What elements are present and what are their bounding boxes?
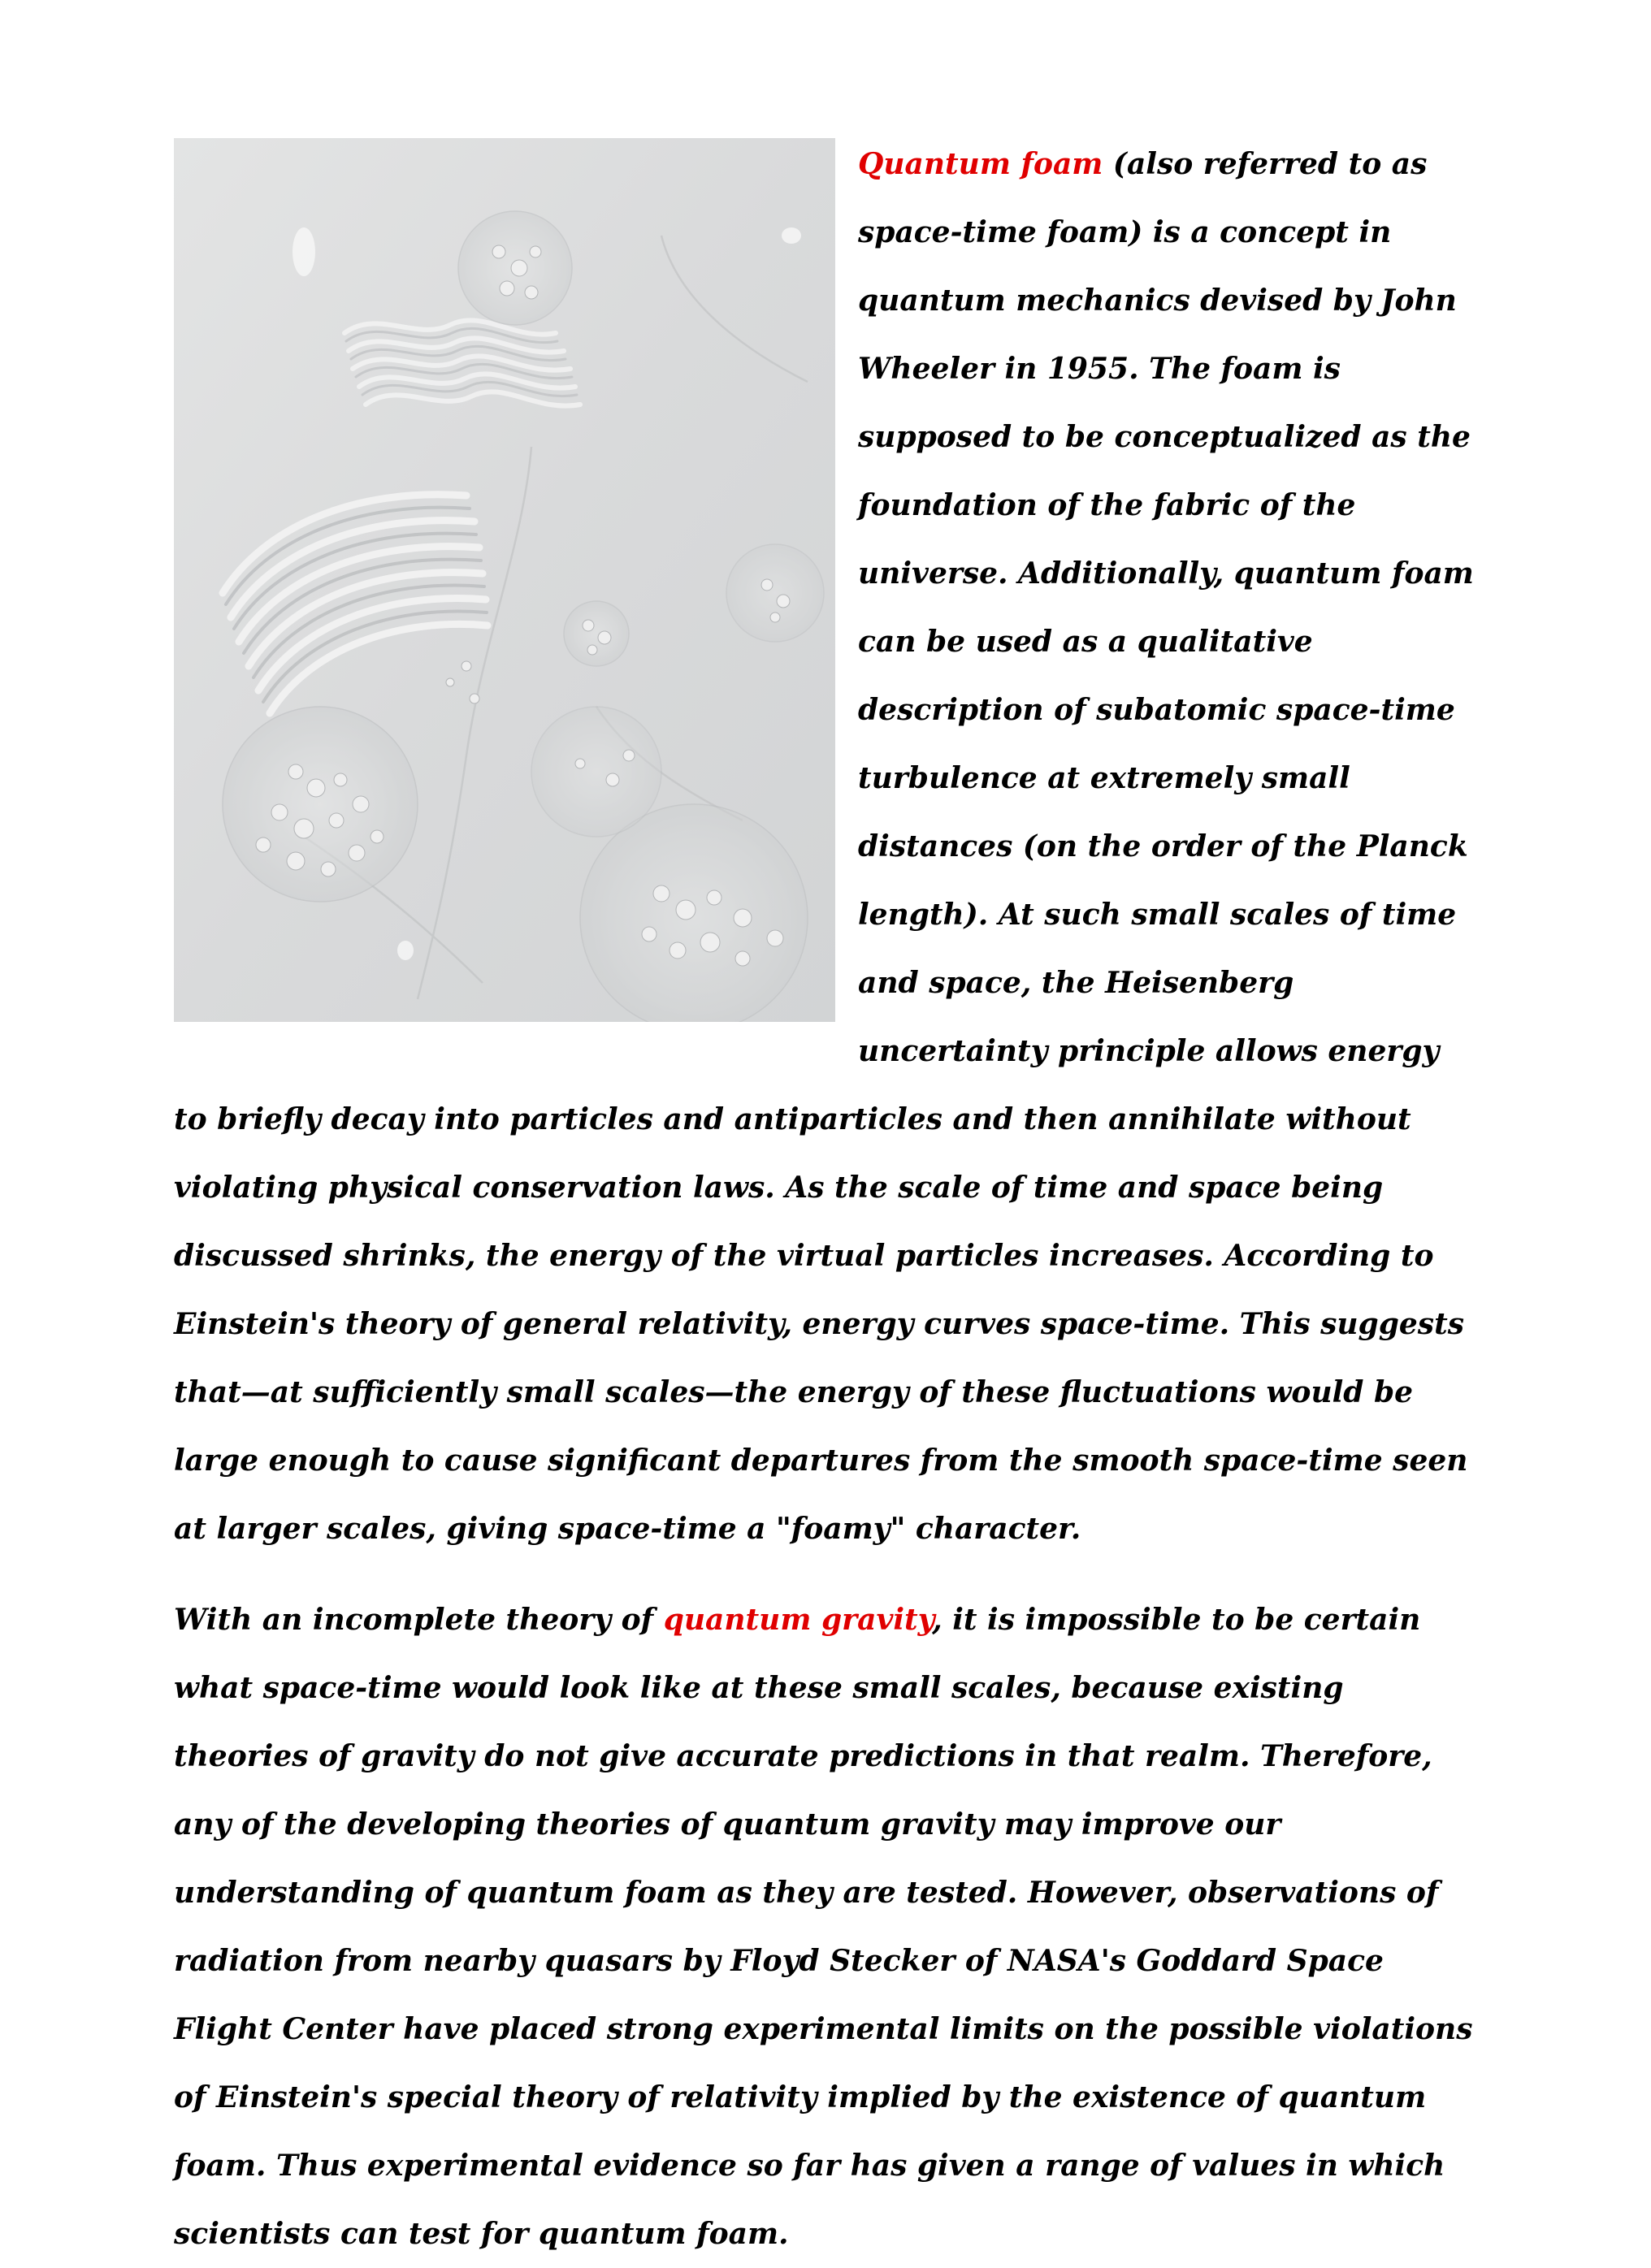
paragraph-quantum-gravity (174, 1586, 1482, 2268)
foam-texture-illustration (174, 138, 835, 1022)
link-quantum-foam[interactable]: Quantum foam (858, 147, 1103, 181)
paragraph-1-text: (also referred to as space-time foam) is a concept in quantum mechanics devised by John Wheeler in 1955. The foam is supposed to be conceptualized as the foundation of the fabric of the universe. Additionally, quantum foam can be used as a qualitative description of subatomic space-time turbulence at extremely small distances (on the order of the Planck length). At such small scales of time and space, the Heisenberg uncertainty principle allows energy to briefly decay into particles and antiparticles and then annihilate without violating physical conservation laws. As the scale of time and space being discussed shrinks, the energy of the virtual particles increases. According to Einstein's theory of general relativity, energy curves space-time. This suggests that—at sufficiently small scales—the energy of these fluctuations would be large enough to cause significant departures from the smooth space-time seen at larger scales, giving space-time a "foamy" character. (174, 147, 1474, 1546)
textured-foam-image (174, 138, 835, 1022)
link-quantum-gravity[interactable]: quantum gravity (663, 1603, 933, 1637)
paragraph-2-text-after: , it is impossible to be certain what space-time would look like at these small scales, because existing theories of gravity do not give accurate predictions in that realm. Therefore, any of the developing theories of quantum gravity may improve our understanding of quantum foam as they are tested. However, observations of radiation from nearby quasars by Floyd Stecker of NASA's Goddard Space Flight Center have placed strong experimental limits on the possible violations of Einstein's special theory of relativity implied by the existence of quantum foam. Thus experimental evidence so far has given a range of values in which scientists can test for quantum foam. (174, 1603, 1473, 2251)
paragraph-2-text-before: With an incomplete theory of (174, 1603, 664, 1637)
document-body (174, 130, 1482, 2268)
